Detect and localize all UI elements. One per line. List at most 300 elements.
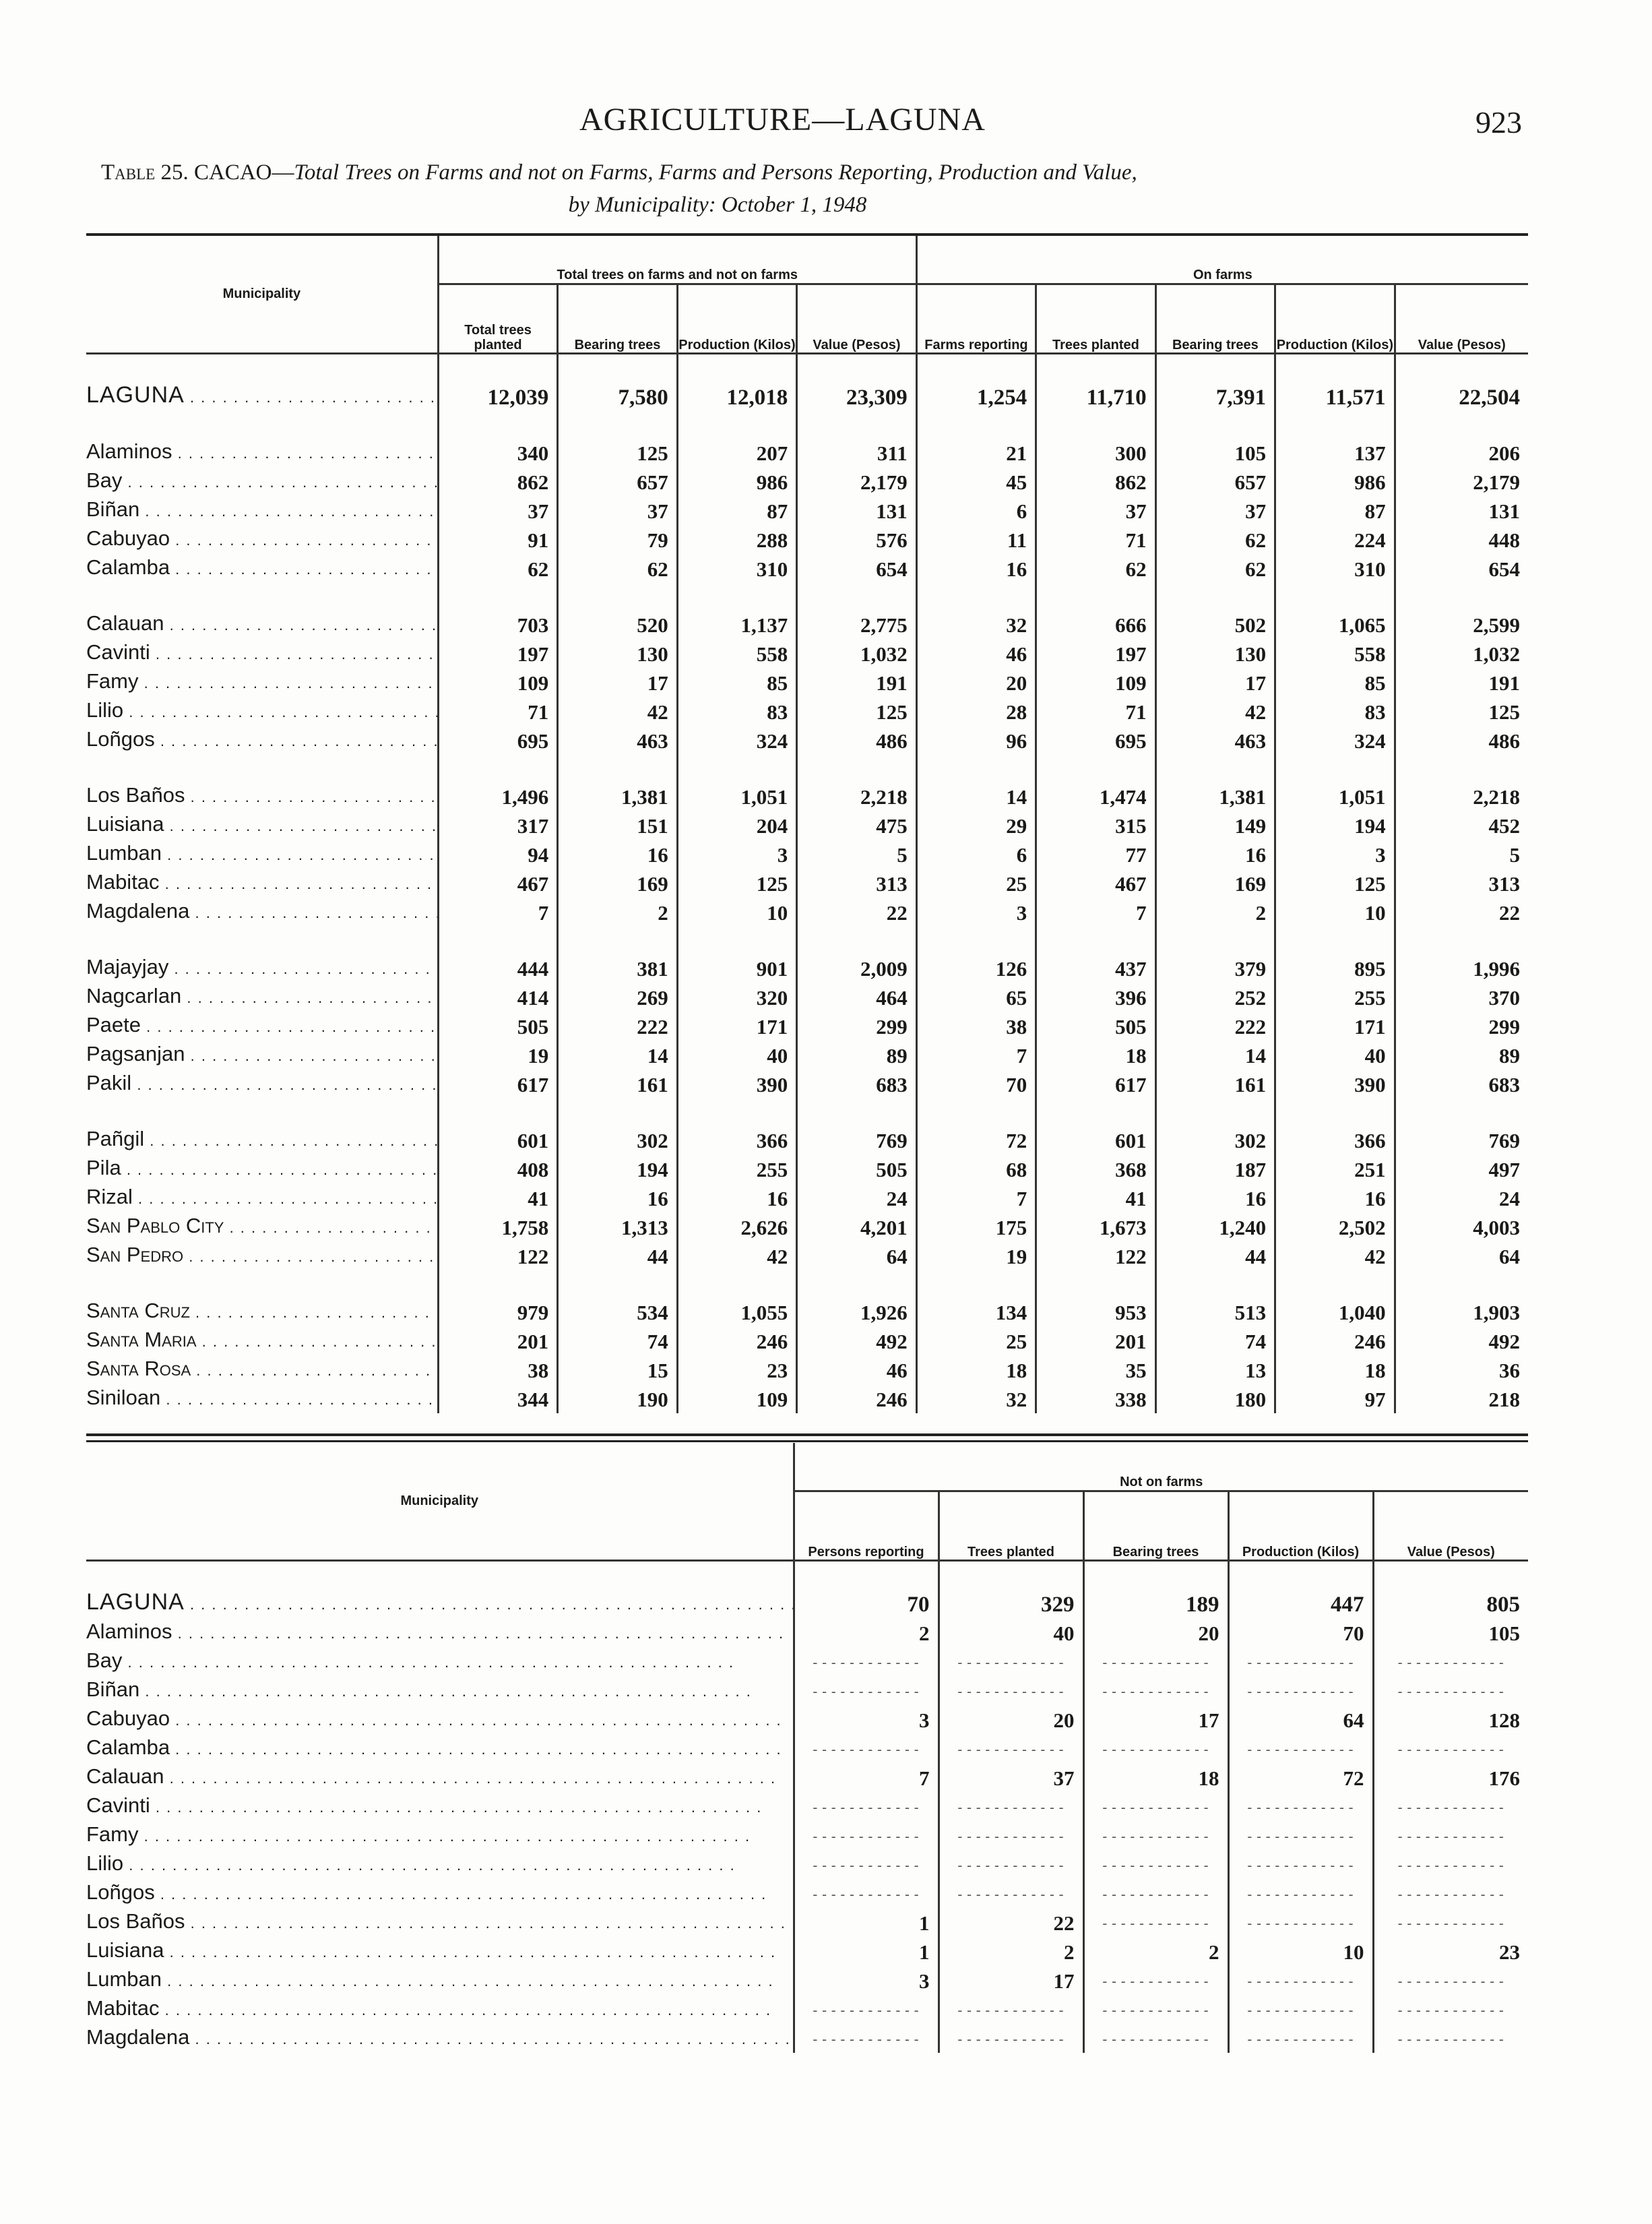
table-row [86, 1966, 1528, 1995]
table-row [86, 898, 1528, 927]
value-cell: 14 [558, 1041, 677, 1070]
spacer-cell [1036, 354, 1155, 382]
spacer-cell [1083, 1561, 1228, 1589]
table-row [86, 639, 1528, 668]
value-cell: 20 [916, 668, 1036, 697]
value-cell: 83 [1275, 697, 1395, 726]
municipality-name [86, 668, 438, 697]
value-cell: 62 [438, 554, 557, 583]
value-cell: 11 [916, 525, 1036, 554]
value-cell: 2,502 [1275, 1212, 1395, 1241]
municipality-label: Loñgos [86, 1880, 155, 1904]
value-cell: 122 [1036, 1241, 1155, 1270]
total-row [86, 381, 1528, 411]
value-cell: 703 [438, 610, 557, 639]
value-cell: 77 [1036, 840, 1155, 869]
value-cell: 862 [1036, 467, 1155, 496]
value-cell: 89 [797, 1041, 917, 1070]
municipality-label: Lilio [86, 1851, 124, 1875]
municipality-name [86, 1297, 438, 1326]
value-cell: 23,309 [797, 381, 917, 411]
value-cell: 505 [797, 1154, 917, 1183]
value-cell: 505 [438, 1012, 557, 1041]
empty-cell [1228, 1850, 1373, 1879]
column-header: Trees planted [939, 1491, 1083, 1561]
value-cell: 64 [797, 1241, 917, 1270]
value-cell: 2,218 [797, 782, 917, 811]
value-cell: 87 [677, 496, 796, 525]
value-cell: 42 [1155, 697, 1275, 726]
value-cell: 71 [438, 697, 557, 726]
municipality-header-2: Municipality [86, 1443, 794, 1561]
value-cell: 87 [1275, 496, 1395, 525]
value-cell: 16 [916, 554, 1036, 583]
value-cell: 299 [1395, 1012, 1528, 1041]
empty-cell [939, 1647, 1083, 1676]
table-row [86, 2024, 1528, 2053]
empty-cell [1228, 2024, 1373, 2053]
value-cell: 94 [438, 840, 557, 869]
value-cell: 44 [558, 1241, 677, 1270]
municipality-name [86, 1647, 794, 1676]
municipality-label: Magdalena [86, 899, 190, 923]
value-cell: 255 [677, 1154, 796, 1183]
value-cell: 683 [797, 1070, 917, 1099]
spacer-cell [86, 755, 438, 782]
value-cell: 22 [1395, 898, 1528, 927]
spacer-cell [916, 1099, 1036, 1125]
empty-cell [1083, 1879, 1228, 1908]
value-cell: 1,254 [916, 381, 1036, 411]
municipality-label: Mabitac [86, 1996, 160, 2020]
municipality-name [86, 1763, 794, 1792]
spacer-cell [1036, 1270, 1155, 1297]
value-cell: 366 [677, 1125, 796, 1154]
value-cell: 2,599 [1395, 610, 1528, 639]
value-cell: 28 [916, 697, 1036, 726]
empty-cell [939, 1676, 1083, 1705]
value-cell: 502 [1155, 610, 1275, 639]
value-cell: 769 [1395, 1125, 1528, 1154]
value-cell: 96 [916, 726, 1036, 755]
value-cell: 29 [916, 811, 1036, 840]
value-cell: 467 [438, 869, 557, 898]
value-cell: 62 [558, 554, 677, 583]
table-row [86, 1647, 1528, 1676]
value-cell: 520 [558, 610, 677, 639]
table-row [86, 1879, 1528, 1908]
value-cell: 1 [794, 1937, 939, 1966]
spacer-cell [1155, 354, 1275, 382]
table-row [86, 1384, 1528, 1413]
municipality-name [86, 1821, 794, 1850]
value-cell: 313 [1395, 869, 1528, 898]
spacer-cell [558, 583, 677, 610]
spacer-cell [558, 927, 677, 954]
value-cell: 1,051 [677, 782, 796, 811]
value-cell: 1,065 [1275, 610, 1395, 639]
value-cell: 255 [1275, 983, 1395, 1012]
value-cell: 463 [558, 726, 677, 755]
table-row [86, 1763, 1528, 1792]
table-main-double-rule [86, 1440, 1528, 1442]
value-cell: 12,039 [438, 381, 557, 411]
spacer-cell [1275, 411, 1395, 438]
spacer-cell [558, 1099, 677, 1125]
group-header-total: Total trees on farms and not on farms [438, 236, 916, 284]
spacer-cell [1036, 927, 1155, 954]
municipality-label: Famy [86, 669, 139, 693]
value-cell: 22 [939, 1908, 1083, 1937]
spacer-cell [916, 1270, 1036, 1297]
value-cell: 324 [677, 726, 796, 755]
municipality-label: Famy [86, 1822, 139, 1846]
value-cell: 486 [797, 726, 917, 755]
table-row [86, 782, 1528, 811]
municipality-label: Alaminos [86, 1619, 172, 1643]
value-cell: 769 [797, 1125, 917, 1154]
municipality-label: San Pablo City [86, 1214, 224, 1237]
spacer-cell [438, 583, 557, 610]
value-cell: 7 [916, 1041, 1036, 1070]
municipality-name [86, 782, 438, 811]
value-cell: 128 [1373, 1705, 1528, 1734]
value-cell: 1,996 [1395, 954, 1528, 983]
value-cell: 38 [916, 1012, 1036, 1041]
value-cell: 74 [558, 1326, 677, 1355]
spacer-cell [916, 354, 1036, 382]
value-cell: 601 [1036, 1125, 1155, 1154]
value-cell: 131 [797, 496, 917, 525]
municipality-label: Cavinti [86, 640, 150, 664]
municipality-name [86, 610, 438, 639]
municipality-name [86, 1995, 794, 2024]
value-cell: 194 [1275, 811, 1395, 840]
value-cell: 218 [1395, 1384, 1528, 1413]
empty-cell [939, 1821, 1083, 1850]
value-cell: 24 [797, 1183, 917, 1212]
value-cell: 151 [558, 811, 677, 840]
value-cell: 497 [1395, 1154, 1528, 1183]
value-cell: 68 [916, 1154, 1036, 1183]
value-cell: 125 [558, 438, 677, 467]
value-cell: 2 [1155, 898, 1275, 927]
municipality-name [86, 1326, 438, 1355]
value-cell: 42 [677, 1241, 796, 1270]
value-cell: 36 [1395, 1355, 1528, 1384]
value-cell: 5 [1395, 840, 1528, 869]
column-header: Value (Pesos) [797, 284, 917, 354]
table-caption [101, 156, 1550, 221]
spacer-row [86, 1099, 1528, 1125]
spacer-cell [1395, 1270, 1528, 1297]
spacer-cell [1373, 1561, 1528, 1589]
municipality-name [86, 438, 438, 467]
value-cell: 379 [1155, 954, 1275, 983]
spacer-cell [677, 583, 796, 610]
value-cell: 464 [797, 983, 917, 1012]
table-row [86, 467, 1528, 496]
spacer-cell [1275, 354, 1395, 382]
municipality-name [86, 1041, 438, 1070]
table-row [86, 1125, 1528, 1154]
municipality-label: Calauan [86, 1764, 164, 1788]
value-cell: 7 [1036, 898, 1155, 927]
value-cell: 16 [1155, 840, 1275, 869]
table-main [86, 236, 1528, 1413]
value-cell: 269 [558, 983, 677, 1012]
value-cell: 70 [794, 1588, 939, 1618]
value-cell: 2 [1083, 1937, 1228, 1966]
municipality-label: Los Baños [86, 783, 185, 807]
empty-cell [1083, 1734, 1228, 1763]
table-row [86, 1212, 1528, 1241]
table-row [86, 983, 1528, 1012]
column-header: Farms reporting [916, 284, 1036, 354]
value-cell: 370 [1395, 983, 1528, 1012]
table-row [86, 811, 1528, 840]
table-row [86, 1995, 1528, 2024]
spacer-cell [1395, 583, 1528, 610]
value-cell: 2 [558, 898, 677, 927]
value-cell: 40 [1275, 1041, 1395, 1070]
empty-cell [794, 1821, 939, 1850]
value-cell: 13 [1155, 1355, 1275, 1384]
column-header: Production (Kilos) [1228, 1491, 1373, 1561]
table-row [86, 840, 1528, 869]
spacer-cell [677, 1099, 796, 1125]
table-row [86, 726, 1528, 755]
table-row [86, 525, 1528, 554]
value-cell: 71 [1036, 697, 1155, 726]
table-main-bottom-rule [86, 1433, 1528, 1436]
municipality-label: San Pedro [86, 1243, 184, 1266]
municipality-name [86, 697, 438, 726]
value-cell: 3 [794, 1705, 939, 1734]
value-cell: 558 [1275, 639, 1395, 668]
municipality-label: LAGUNA [86, 382, 185, 408]
value-cell: 46 [916, 639, 1036, 668]
value-cell: 17 [1083, 1705, 1228, 1734]
value-cell: 320 [677, 983, 796, 1012]
spacer-cell [1228, 1561, 1373, 1589]
value-cell: 41 [438, 1183, 557, 1212]
empty-cell [1373, 1908, 1528, 1937]
spacer-row [86, 755, 1528, 782]
empty-cell [939, 2024, 1083, 2053]
value-cell: 302 [1155, 1125, 1275, 1154]
value-cell: 32 [916, 610, 1036, 639]
value-cell: 657 [558, 467, 677, 496]
empty-cell [1373, 2024, 1528, 2053]
spacer-cell [916, 927, 1036, 954]
empty-cell [794, 1647, 939, 1676]
table-row [86, 1012, 1528, 1041]
municipality-name [86, 639, 438, 668]
value-cell: 22,504 [1395, 381, 1528, 411]
spacer-cell [677, 1270, 796, 1297]
value-cell: 396 [1036, 983, 1155, 1012]
spacer-cell [86, 927, 438, 954]
value-cell: 617 [438, 1070, 557, 1099]
value-cell: 65 [916, 983, 1036, 1012]
value-cell: 901 [677, 954, 796, 983]
table-row [86, 697, 1528, 726]
column-header: Production (Kilos) [1275, 284, 1395, 354]
municipality-name [86, 1154, 438, 1183]
value-cell: 953 [1036, 1297, 1155, 1326]
value-cell: 617 [1036, 1070, 1155, 1099]
value-cell: 7,391 [1155, 381, 1275, 411]
spacer-cell [1155, 583, 1275, 610]
value-cell: 3 [794, 1966, 939, 1995]
empty-cell [1228, 1734, 1373, 1763]
spacer-cell [1395, 354, 1528, 382]
empty-cell [939, 1995, 1083, 2024]
spacer-cell [797, 1099, 917, 1125]
value-cell: 1,313 [558, 1212, 677, 1241]
value-cell: 2 [939, 1937, 1083, 1966]
value-cell: 32 [916, 1384, 1036, 1413]
value-cell: 38 [438, 1355, 557, 1384]
spacer-cell [558, 1270, 677, 1297]
value-cell: 6 [916, 496, 1036, 525]
empty-cell [1373, 1850, 1528, 1879]
empty-cell [794, 2024, 939, 2053]
spacer-cell [438, 1099, 557, 1125]
table-row [86, 1734, 1528, 1763]
municipality-name [86, 1012, 438, 1041]
value-cell: 7 [438, 898, 557, 927]
empty-cell [1373, 1676, 1528, 1705]
value-cell: 10 [1275, 898, 1395, 927]
municipality-label: Biñan [86, 1677, 140, 1701]
table-row [86, 954, 1528, 983]
spacer-cell [1275, 583, 1395, 610]
value-cell: 1,926 [797, 1297, 917, 1326]
value-cell: 105 [1373, 1618, 1528, 1647]
empty-cell [1228, 1821, 1373, 1850]
table-row [86, 1355, 1528, 1384]
table-row [86, 869, 1528, 898]
municipality-name [86, 2024, 794, 2053]
table-row [86, 496, 1528, 525]
municipality-name [86, 1212, 438, 1241]
value-cell: 74 [1155, 1326, 1275, 1355]
municipality-name [86, 554, 438, 583]
value-cell: 2 [794, 1618, 939, 1647]
value-cell: 1,381 [1155, 782, 1275, 811]
column-header: Value (Pesos) [1373, 1491, 1528, 1561]
value-cell: 97 [1275, 1384, 1395, 1413]
value-cell: 40 [939, 1618, 1083, 1647]
empty-cell [1373, 1821, 1528, 1850]
value-cell: 16 [1275, 1183, 1395, 1212]
empty-cell [794, 1995, 939, 2024]
value-cell: 175 [916, 1212, 1036, 1241]
value-cell: 381 [558, 954, 677, 983]
table-subtitle: by Municipality: October 1, 1948 [568, 193, 867, 217]
value-cell: 448 [1395, 525, 1528, 554]
value-cell: 368 [1036, 1154, 1155, 1183]
value-cell: 862 [438, 467, 557, 496]
spacer-row [86, 1561, 1528, 1589]
value-cell: 302 [558, 1125, 677, 1154]
empty-cell [1228, 1966, 1373, 1995]
municipality-label: Alaminos [86, 439, 172, 463]
municipality-label: Majayjay [86, 955, 169, 979]
value-cell: 16 [558, 1183, 677, 1212]
value-cell: 486 [1395, 726, 1528, 755]
value-cell: 2,218 [1395, 782, 1528, 811]
value-cell: 6 [916, 840, 1036, 869]
value-cell: 37 [1155, 496, 1275, 525]
value-cell: 125 [677, 869, 796, 898]
value-cell: 19 [916, 1241, 1036, 1270]
value-cell: 513 [1155, 1297, 1275, 1326]
value-cell: 366 [1275, 1125, 1395, 1154]
value-cell: 299 [797, 1012, 917, 1041]
spacer-cell [1275, 1270, 1395, 1297]
value-cell: 654 [1395, 554, 1528, 583]
value-cell: 23 [677, 1355, 796, 1384]
value-cell: 134 [916, 1297, 1036, 1326]
spacer-row [86, 411, 1528, 438]
value-cell: 986 [677, 467, 796, 496]
value-cell: 62 [1155, 554, 1275, 583]
municipality-name [86, 898, 438, 927]
value-cell: 408 [438, 1154, 557, 1183]
value-cell: 7 [916, 1183, 1036, 1212]
value-cell: 288 [677, 525, 796, 554]
spacer-cell [1395, 755, 1528, 782]
spacer-cell [797, 927, 917, 954]
column-header: Trees planted [1036, 284, 1155, 354]
spacer-cell [86, 411, 438, 438]
municipality-name [86, 726, 438, 755]
value-cell: 18 [1275, 1355, 1395, 1384]
value-cell: 22 [797, 898, 917, 927]
total-row [86, 1588, 1528, 1618]
value-cell: 3 [1275, 840, 1395, 869]
empty-cell [1083, 1647, 1228, 1676]
value-cell: 14 [916, 782, 1036, 811]
value-cell: 62 [1036, 554, 1155, 583]
value-cell: 895 [1275, 954, 1395, 983]
value-cell: 125 [797, 697, 917, 726]
value-cell: 105 [1155, 438, 1275, 467]
value-cell: 37 [939, 1763, 1083, 1792]
empty-cell [1228, 1995, 1373, 2024]
municipality-label: Bay [86, 1648, 123, 1672]
value-cell: 109 [1036, 668, 1155, 697]
empty-cell [1373, 1995, 1528, 2024]
value-cell: 310 [1275, 554, 1395, 583]
value-cell: 171 [1275, 1012, 1395, 1041]
spacer-cell [677, 411, 796, 438]
value-cell: 37 [438, 496, 557, 525]
table-row [86, 1705, 1528, 1734]
municipality-name [86, 1792, 794, 1821]
value-cell: 72 [1228, 1763, 1373, 1792]
value-cell: 17 [558, 668, 677, 697]
value-cell: 71 [1036, 525, 1155, 554]
value-cell: 224 [1275, 525, 1395, 554]
value-cell: 1,051 [1275, 782, 1395, 811]
value-cell: 1,032 [797, 639, 917, 668]
value-cell: 222 [558, 1012, 677, 1041]
value-cell: 201 [1036, 1326, 1155, 1355]
